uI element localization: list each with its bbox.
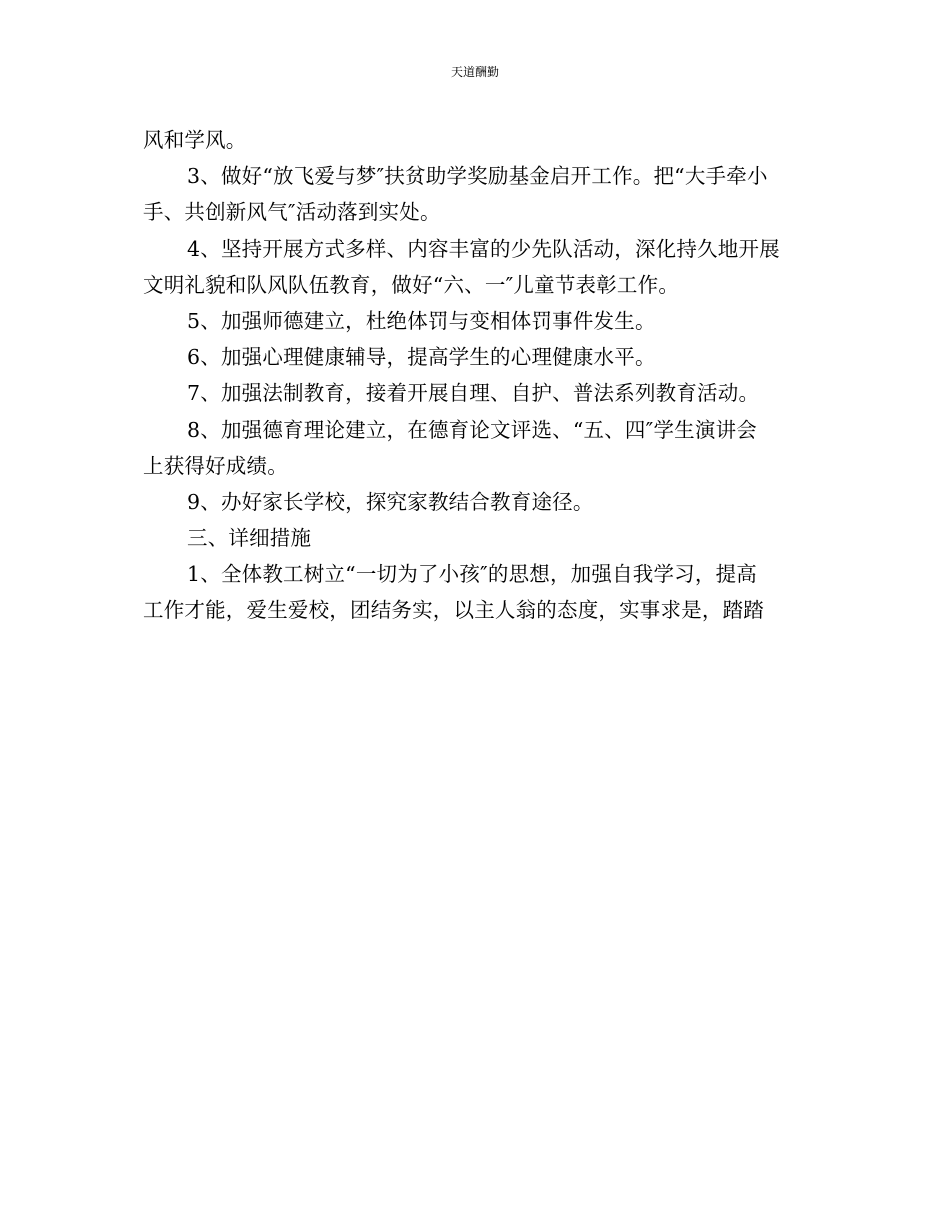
- paragraph-8: [143, 484, 808, 520]
- section-heading-text: 三、详细措施: [187, 526, 312, 551]
- paragraph-line: 风和学风。: [143, 128, 247, 152]
- paragraph-9: [143, 556, 808, 628]
- paragraph-line: 3、做好“放飞爱与梦″扶贫助学奖励基金启开工作。把“大手牵小: [187, 164, 768, 189]
- paragraph-1: [143, 122, 808, 158]
- section-heading: [143, 520, 808, 556]
- paragraph-line: 5、加强师德建立，杜绝体罚与变相体罚事件发生。: [187, 308, 656, 333]
- paragraph-4: [143, 303, 808, 339]
- document-body: [143, 122, 808, 629]
- paragraph-line: 上获得好成绩。: [143, 453, 288, 478]
- paragraph-line: 7、加强法制教育，接着开展自理、自护、普法系列教育活动。: [187, 381, 760, 406]
- paragraph-line: 手、共创新风气″活动落到实处。: [143, 200, 441, 225]
- paragraph-line: 9、办好家长学校，探究家教结合教育途径。: [187, 489, 594, 514]
- paragraph-line: 文明礼貌和队风队伍教育，做好“六、一″儿童节表彰工作。: [143, 272, 680, 297]
- header-text: 天道酬勤: [450, 65, 499, 79]
- paragraph-7: [143, 412, 808, 484]
- paragraph-3: [143, 231, 808, 303]
- paragraph-line: 4、坚持开展方式多样、内容丰富的少先队活动，深化持久地开展: [187, 236, 780, 261]
- paragraph-line: 1、全体教工树立“一切为了小孩″的思想，加强自我学习，提高: [187, 562, 757, 587]
- paragraph-5: [143, 339, 808, 375]
- paragraph-line: 8、加强德育理论建立，在德育论文评选、“五、四″学生演讲会: [187, 417, 757, 442]
- page-header: [0, 64, 950, 80]
- paragraph-6: [143, 375, 808, 411]
- paragraph-line: 工作才能，爱生爱校，团结务实，以主人翁的态度，实事求是，踏踏: [143, 598, 764, 623]
- paragraph-2: [143, 158, 808, 230]
- paragraph-line: 6、加强心理健康辅导，提高学生的心理健康水平。: [187, 345, 656, 370]
